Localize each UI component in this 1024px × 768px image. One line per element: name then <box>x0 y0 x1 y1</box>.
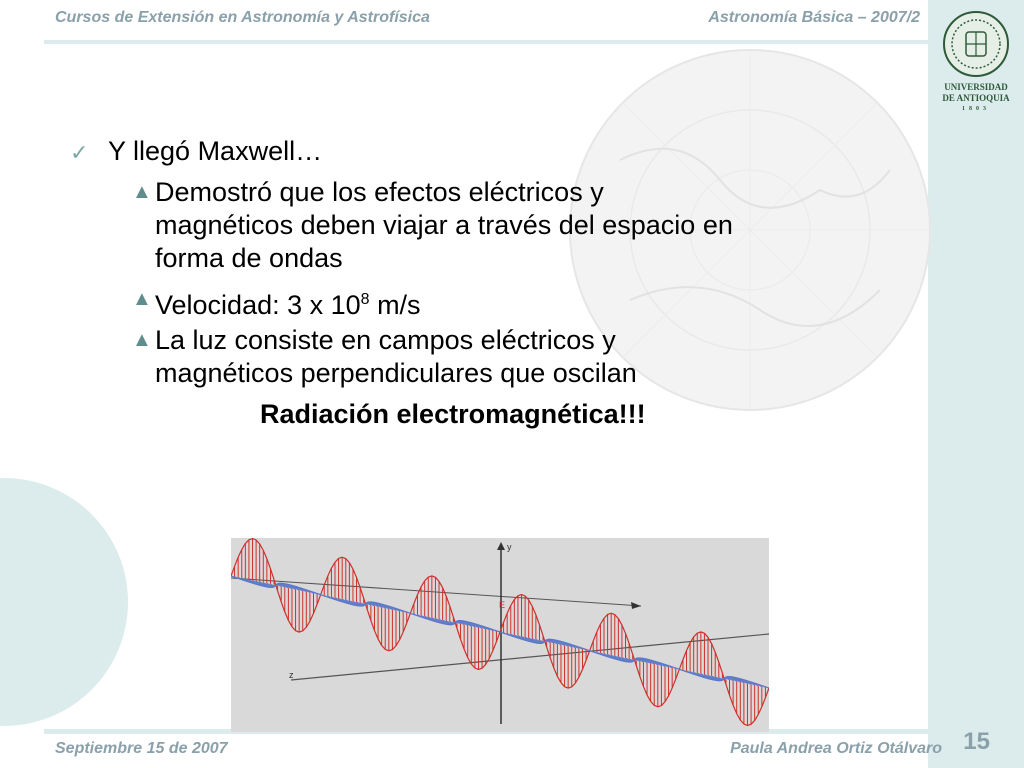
course-subtitle: Astronomía Básica – 2007/2 <box>708 9 920 26</box>
footer-date: Septiembre 15 de 2007 <box>55 740 228 757</box>
z-axis-label: z <box>289 670 294 680</box>
footer-author: Paula Andrea Ortiz Otálvaro <box>730 740 942 757</box>
decorative-circle <box>0 478 128 726</box>
page-number: 15 <box>963 728 990 755</box>
sub-bullet-speed: Velocidad: 3 x $10^8$ m/s <box>155 290 421 320</box>
triangle-bullet-icon: ▲ <box>132 329 152 351</box>
triangle-bullet-icon: ▲ <box>132 288 152 310</box>
y-axis-label: y <box>507 542 512 552</box>
course-title: Cursos de Extensión en Astronomía y Astrofísica <box>55 9 430 26</box>
sub-bullet-waves: Demostró que los efectos eléctricos y magnéticos deben viajar a través del espacio en forma de ondas <box>155 177 733 273</box>
magnetic-field-wave <box>231 576 769 688</box>
checkmark-icon: ✓ <box>70 140 89 165</box>
x-axis-arrow <box>631 602 641 609</box>
x-axis <box>231 578 641 606</box>
y-axis-arrow <box>497 542 505 550</box>
sub-bullet-light: La luz consiste en campos eléctricos y magnéticos perpendiculares que oscilan <box>155 325 637 388</box>
e-field-label: E <box>499 600 506 610</box>
bullet-maxwell: Y llegó Maxwell… <box>108 136 323 166</box>
em-wave-figure <box>231 538 769 732</box>
university-name: UNIVERSIDAD DE ANTIOQUIA 1803 <box>942 82 1010 112</box>
triangle-bullet-icon: ▲ <box>132 181 152 203</box>
emphasis-text: Radiación electromagnética!!! <box>260 399 646 429</box>
